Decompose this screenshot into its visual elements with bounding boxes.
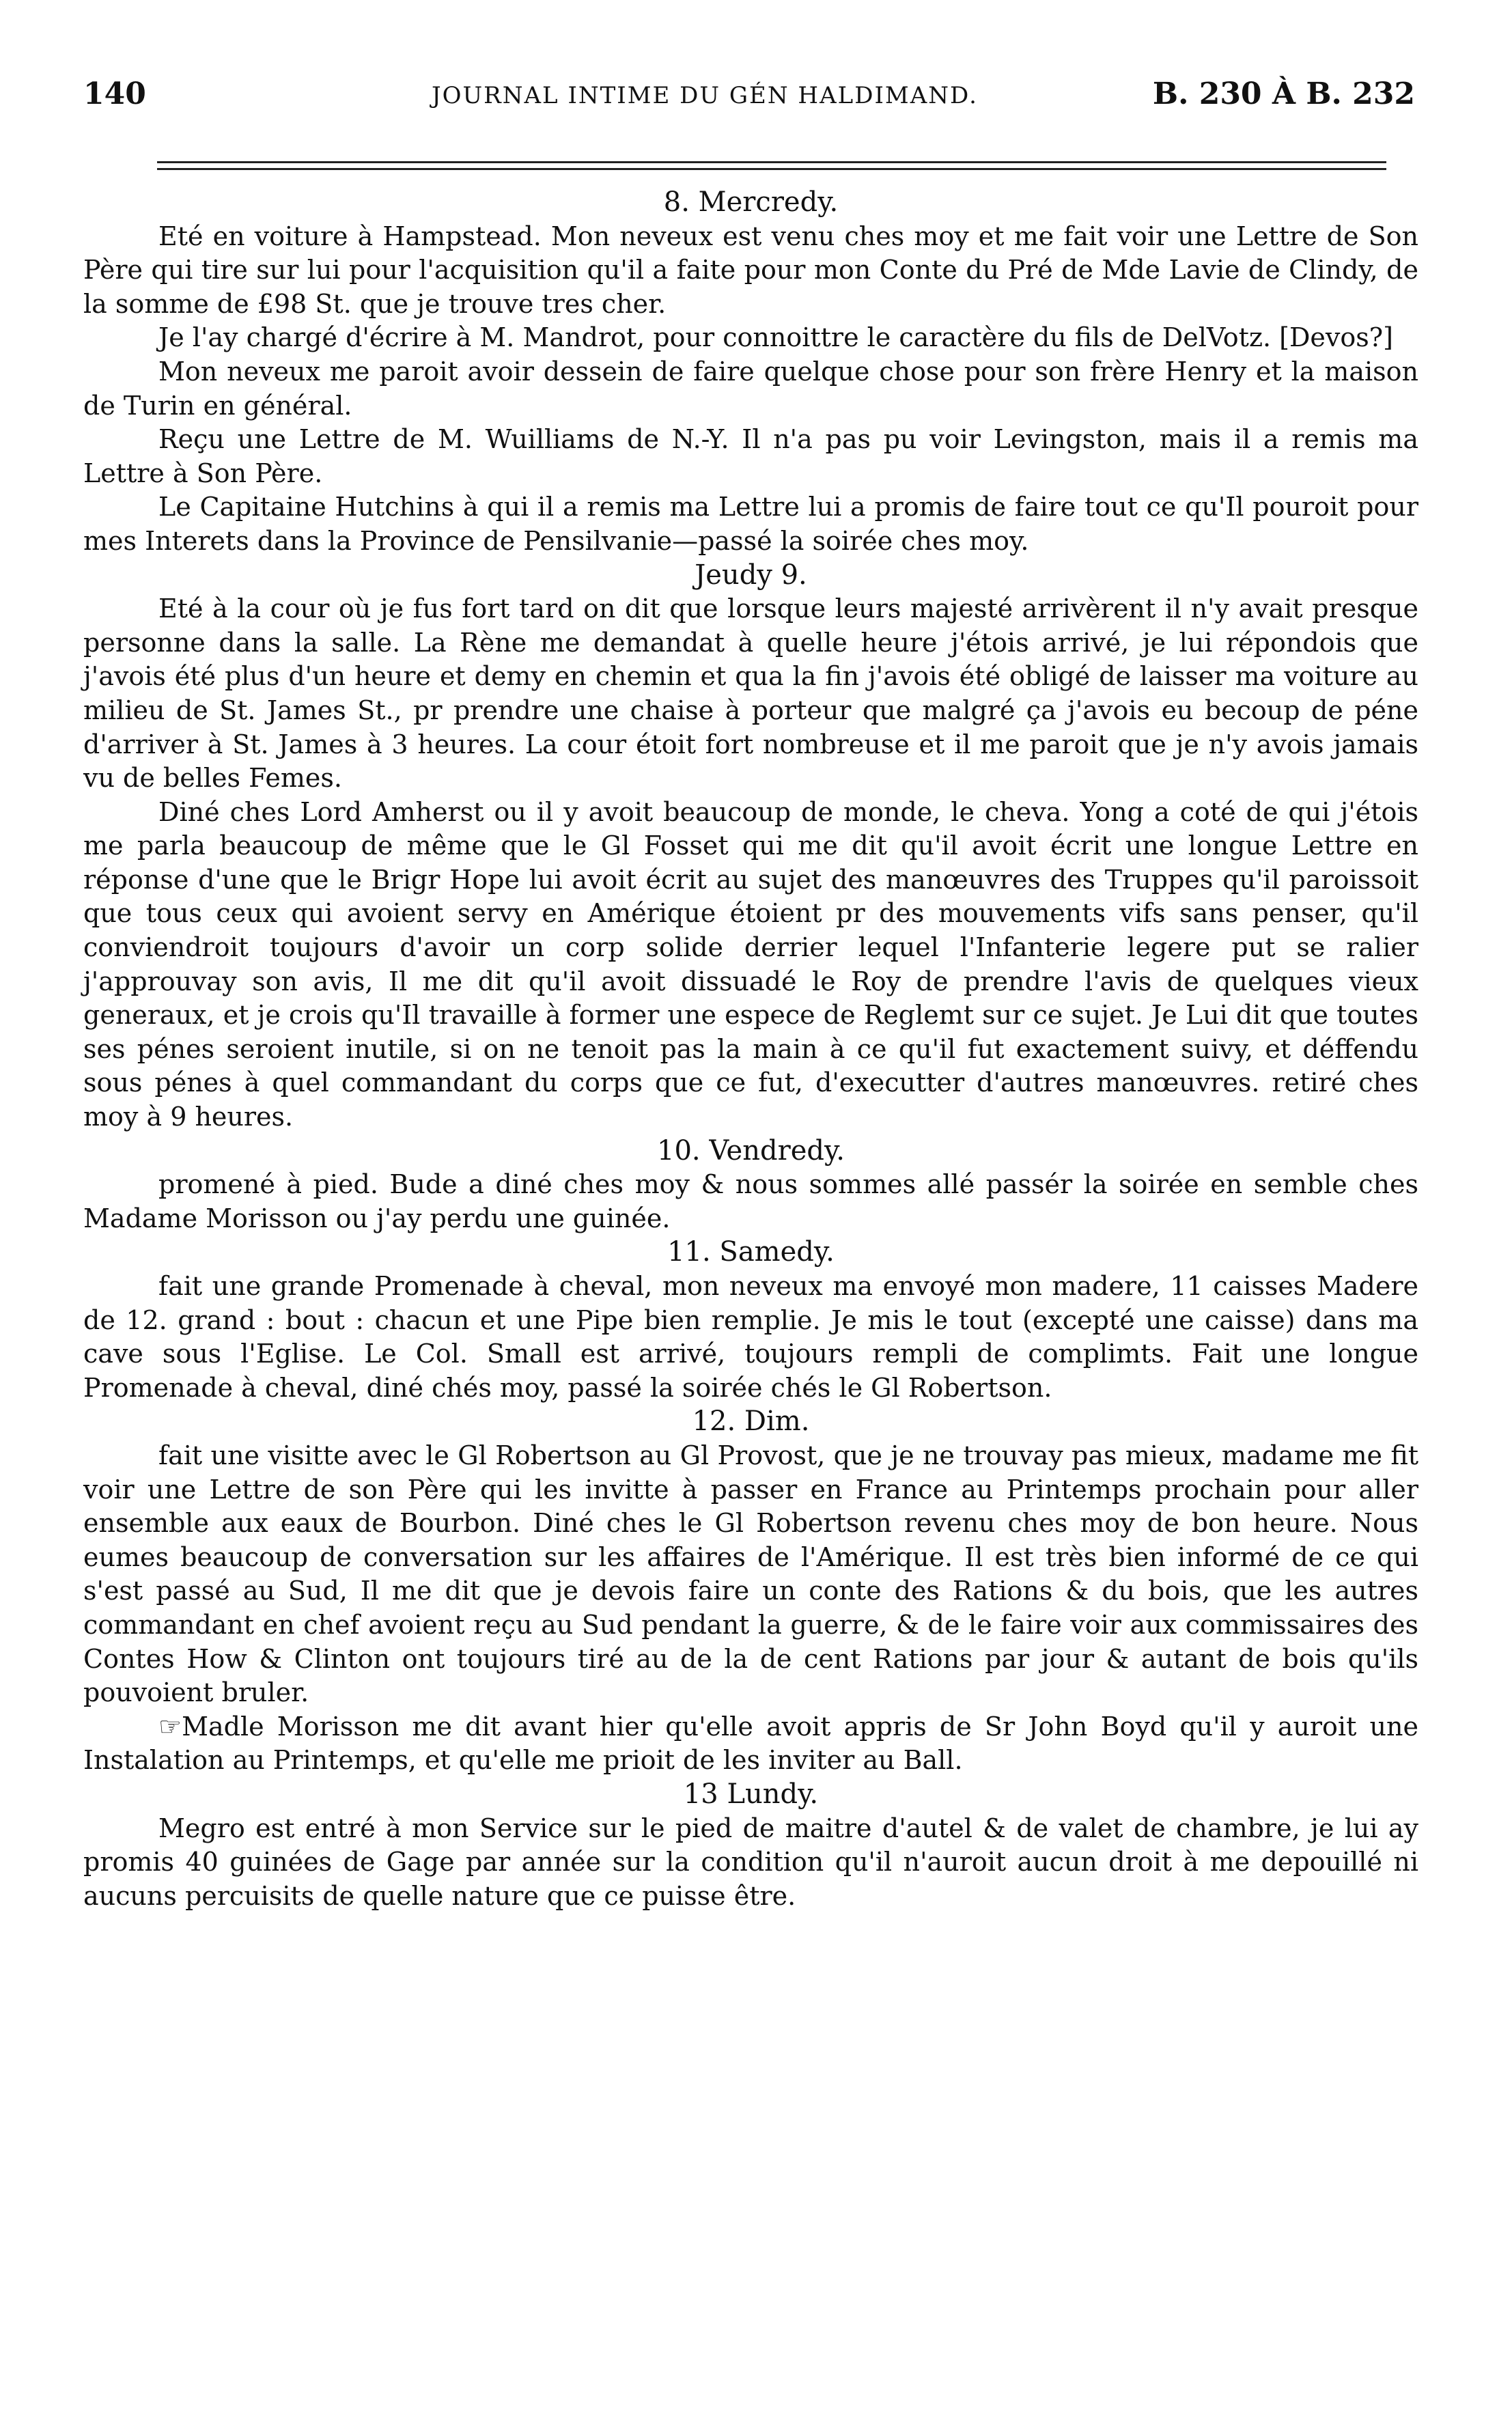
entry-vendredy-10: [83, 1134, 1418, 1236]
paragraph: ☞Madle Morisson me dit avant hier qu'elle avoit appris de Sr John Boyd qu'il y auroit une Instalation au Printemps, et qu'elle me prioit de les inviter au Ball.: [83, 1711, 1418, 1776]
page-number: 140: [83, 76, 146, 111]
paragraph: Le Capitaine Hutchins à qui il a remis ma Lettre lui a promis de faire tout ce qu'Il pouroit pour mes Interets dans la Province de Pensilvanie—passé la soirée ches moy.: [83, 492, 1418, 556]
paragraph: Mon neveux me paroit avoir dessein de faire quelque chose pour son frère Henry et la maison de Turin en général.: [83, 356, 1418, 421]
entry-heading: 10. Vendredy.: [657, 1134, 845, 1167]
page-header: [83, 76, 1415, 124]
entry-mercredy-8: [83, 186, 1418, 559]
paragraph: Eté à la cour où je fus fort tard on dit que lorsque leurs majesté arrivèrent il n'y avait presque personne dans la salle. La Rène me demandat à quelle heure j'étois arrivé, je lui répondois que j'avois été plus d'un heure et demy en chemin et qua la fin j'avois été obligé de laisser ma voiture au milieu de St. James St., pr prendre une chaise à porteur que malgré ça j'avois eu becoup de péne d'arriver à St. James à 3 heures. La cour étoit fort nombreuse et il me paroit que je n'y avois jamais vu de belles Femes.: [83, 594, 1418, 794]
paragraph: fait une grande Promenade à cheval, mon neveux ma envoyé mon madere, 11 caisses Madere de 12. grand : bout : chacun et une Pipe bien remplie. Je mis le tout (excepté une caisse) dans ma cave sous l'Eglise. Le Col. Small est arrivé, toujours rempli de complimts. Fait une longue Promenade à cheval, diné chés moy, passé la soirée chés le Gl Robertson.: [83, 1271, 1418, 1403]
entry-heading: 8. Mercredy.: [663, 186, 839, 218]
journal-body: [83, 186, 1418, 1913]
header-rule-top: [157, 161, 1386, 163]
paragraph: Je l'ay chargé d'écrire à M. Mandrot, pour connoittre le caractère du fils de DelVotz. [Devos?]: [158, 322, 1393, 353]
entry-heading: Jeudy 9.: [695, 559, 807, 591]
paragraph: Reçu une Lettre de M. Wuilliams de N.-Y. Il n'a pas pu voir Levingston, mais il a remis ma Lettre à Son Père.: [83, 424, 1418, 488]
entry-heading: 12. Dim.: [692, 1406, 810, 1438]
entry-heading: 11. Samedy.: [667, 1236, 835, 1268]
entry-heading: 13 Lundy.: [683, 1778, 819, 1810]
paragraph: promené à pied. Bude a diné ches moy & nous sommes allé passér la soirée en semble ches Madame Morisson ou j'ay perdu une guinée.: [83, 1169, 1418, 1233]
running-title: JOURNAL INTIME DU GÉN HALDIMAND.: [432, 82, 978, 109]
entry-jeudy-9: [83, 559, 1418, 1134]
paragraph: fait une visitte avec le Gl Robertson au Gl Provost, que je ne trouvay pas mieux, madame me fit voir une Lettre de son Père qui les invitte à passer en France au Printemps prochain pour aller ensemble aux eaux de Bourbon. Diné ches le Gl Robertson revenu ches moy de bon heure. Nous eumes beaucoup de conversation sur les affaires de l'Amérique. Il est très bien informé de ce qui s'est passé au Sud, Il me dit que je devois faire un conte des Rations & du bois, que les autres commandant en chef avoient reçu au Sud pendant la guerre, & de le faire voir aux commissaires des Contes How & Clinton ont toujours tiré au de la de cent Rations par jour & autant de bois qu'ils pouvoient bruler.: [83, 1440, 1418, 1708]
paragraph: Megro est entré à mon Service sur le pied de maitre d'autel & de valet de chambre, je lui ay promis 40 guinées de Gage par année sur la condition qu'il n'auroit aucun droit à me depouillé ni aucuns percuisits de quelle nature que ce puisse être.: [83, 1813, 1418, 1911]
header-rule-bottom: [157, 168, 1386, 170]
paragraph: Eté en voiture à Hampstead. Mon neveux est venu ches moy et me fait voir une Lettre de Son Père qui tire sur lui pour l'acquisition qu'il a faite pour mon Conte du Pré de Mde Lavie de Clindy, de la somme de £98 St. que je trouve tres cher.: [83, 221, 1418, 319]
entry-samedy-11: [83, 1236, 1418, 1405]
paragraph: Diné ches Lord Amherst ou il y avoit beaucoup de monde, le cheva. Yong a coté de qui j'étois me parla beaucoup de même que le Gl Fosset qui me dit qu'il avoit écrit une longue Lettre en réponse d'une que le Brigr Hope lui avoit écrit au sujet des manœuvres des Truppes qu'il paroissoit que tous ceux qui avoient servy en Amérique étoient pr des mouvements vifs sans penser, qu'il conviendroit toujours d'avoir un corp solide derrier lequel l'Infanterie legere put se ralier j'approuvay son avis, Il me dit qu'il avoit dissuadé le Roy de prendre l'avis de quelques vieux generaux, et je crois qu'Il travaille à former une espece de Reglemt sur ce sujet. Je Lui dit que toutes ses pénes seroient inutile, si on ne tenoit pas la main à ce qu'il fut exactement suivy, et déffendu sous pénes à quel commandant du corps que ce fut, d'executter d'autres manœuvres. retiré ches moy à 9 heures.: [83, 796, 1418, 1132]
entry-lundy-13: [83, 1778, 1418, 1913]
folio-range: B. 230 À B. 232: [1152, 76, 1415, 111]
entry-dim-12: [83, 1405, 1418, 1778]
